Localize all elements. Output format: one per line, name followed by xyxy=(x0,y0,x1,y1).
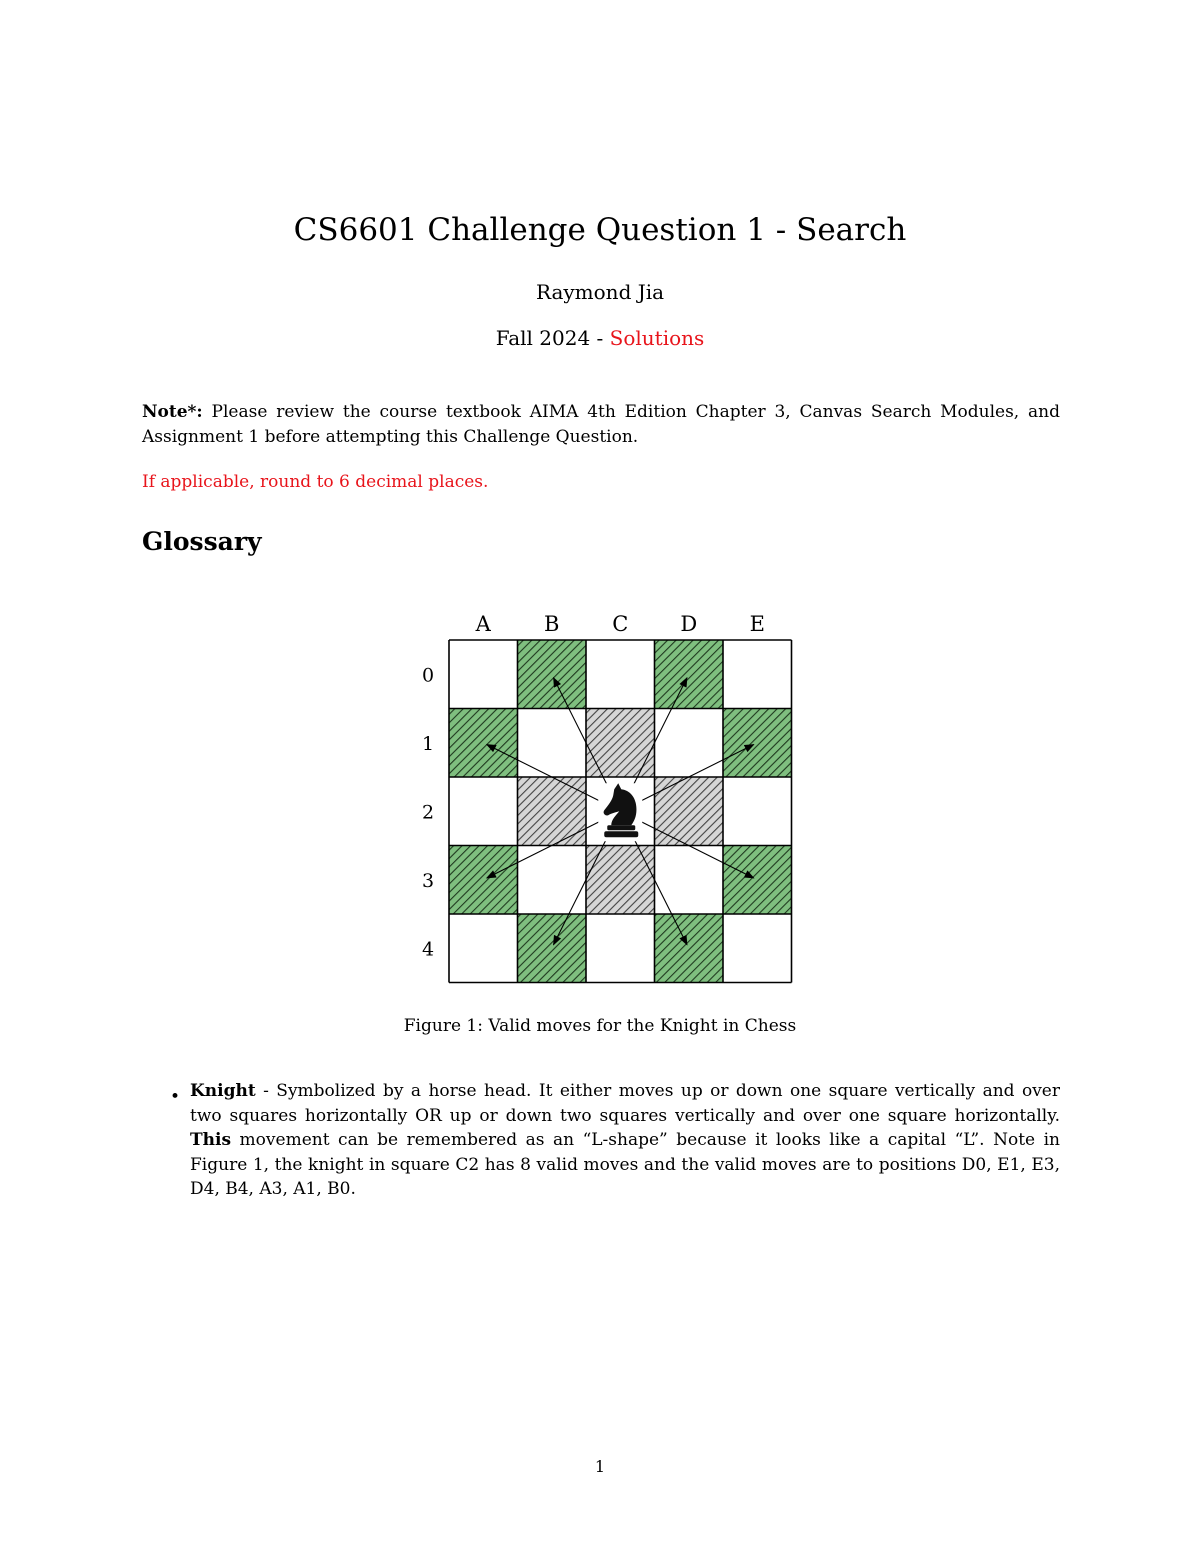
row-label-0: 0 xyxy=(421,664,435,687)
solutions-label: Solutions xyxy=(609,326,705,350)
square-a4 xyxy=(449,914,518,983)
knight-moves-figure xyxy=(405,605,805,995)
row-label-3: 3 xyxy=(421,869,435,892)
term-line xyxy=(0,326,1200,350)
square-d2 xyxy=(655,777,724,846)
column-label-e: E xyxy=(749,612,765,636)
square-d0 xyxy=(655,640,724,709)
square-c0 xyxy=(586,640,655,709)
glossary-definition-cont: movement can be remembered as an “L-shape” because it looks like a capital “L”. Note in Figure 1, the knight in square C2 has 8 valid moves and the valid moves are to positions D0, E1, E3, D4, B4, A3, A1, B0. xyxy=(190,1130,1060,1199)
square-b4 xyxy=(518,914,587,983)
row-label-4: 4 xyxy=(421,938,435,961)
note-text: Please review the course textbook AIMA 4th Edition Chapter 3, Canvas Search Modules, and Assignment 1 before attempting this Challenge Question. xyxy=(142,402,1060,447)
term-text: Fall 2024 - xyxy=(495,326,610,350)
column-label-c: C xyxy=(612,612,629,636)
note-label: Note*: xyxy=(142,402,203,422)
bullet-marker: • xyxy=(170,1087,181,1107)
glossary-definition: - Symbolized by a horse head. It either moves up or down one square vertically and over two squares horizontally OR up or down two squares vertically and over one square horizontally. xyxy=(190,1081,1060,1126)
square-b0 xyxy=(518,640,587,709)
square-d3 xyxy=(655,846,724,915)
section-heading-glossary: Glossary xyxy=(142,527,262,556)
square-c4 xyxy=(586,914,655,983)
figure-caption: Figure 1: Valid moves for the Knight in Chess xyxy=(403,1016,797,1036)
column-label-a: A xyxy=(475,612,491,636)
square-a1 xyxy=(449,709,518,778)
square-a0 xyxy=(449,640,518,709)
glossary-item-knight xyxy=(190,1079,1060,1202)
author-name: Raymond Jia xyxy=(535,280,665,304)
column-label-b: B xyxy=(544,612,560,636)
document-title: CS6601 Challenge Question 1 - Search xyxy=(293,212,907,248)
square-e3 xyxy=(723,846,792,915)
square-e0 xyxy=(723,640,792,709)
square-a2 xyxy=(449,777,518,846)
square-c3 xyxy=(586,846,655,915)
square-b2 xyxy=(518,777,587,846)
rounding-instruction: If applicable, round to 6 decimal places. xyxy=(142,472,489,492)
row-label-2: 2 xyxy=(421,801,435,824)
glossary-term: Knight xyxy=(190,1081,256,1101)
square-e2 xyxy=(723,777,792,846)
square-e4 xyxy=(723,914,792,983)
square-a3 xyxy=(449,846,518,915)
square-c1 xyxy=(586,709,655,778)
square-b1 xyxy=(518,709,587,778)
square-d4 xyxy=(655,914,724,983)
square-b3 xyxy=(518,846,587,915)
knight-icon xyxy=(598,783,642,841)
note-paragraph xyxy=(142,400,1060,450)
row-label-1: 1 xyxy=(421,732,435,755)
square-d1 xyxy=(655,709,724,778)
glossary-emphasis: This xyxy=(190,1130,232,1150)
square-e1 xyxy=(723,709,792,778)
page-number: 1 xyxy=(594,1457,606,1476)
column-label-d: D xyxy=(680,612,698,636)
